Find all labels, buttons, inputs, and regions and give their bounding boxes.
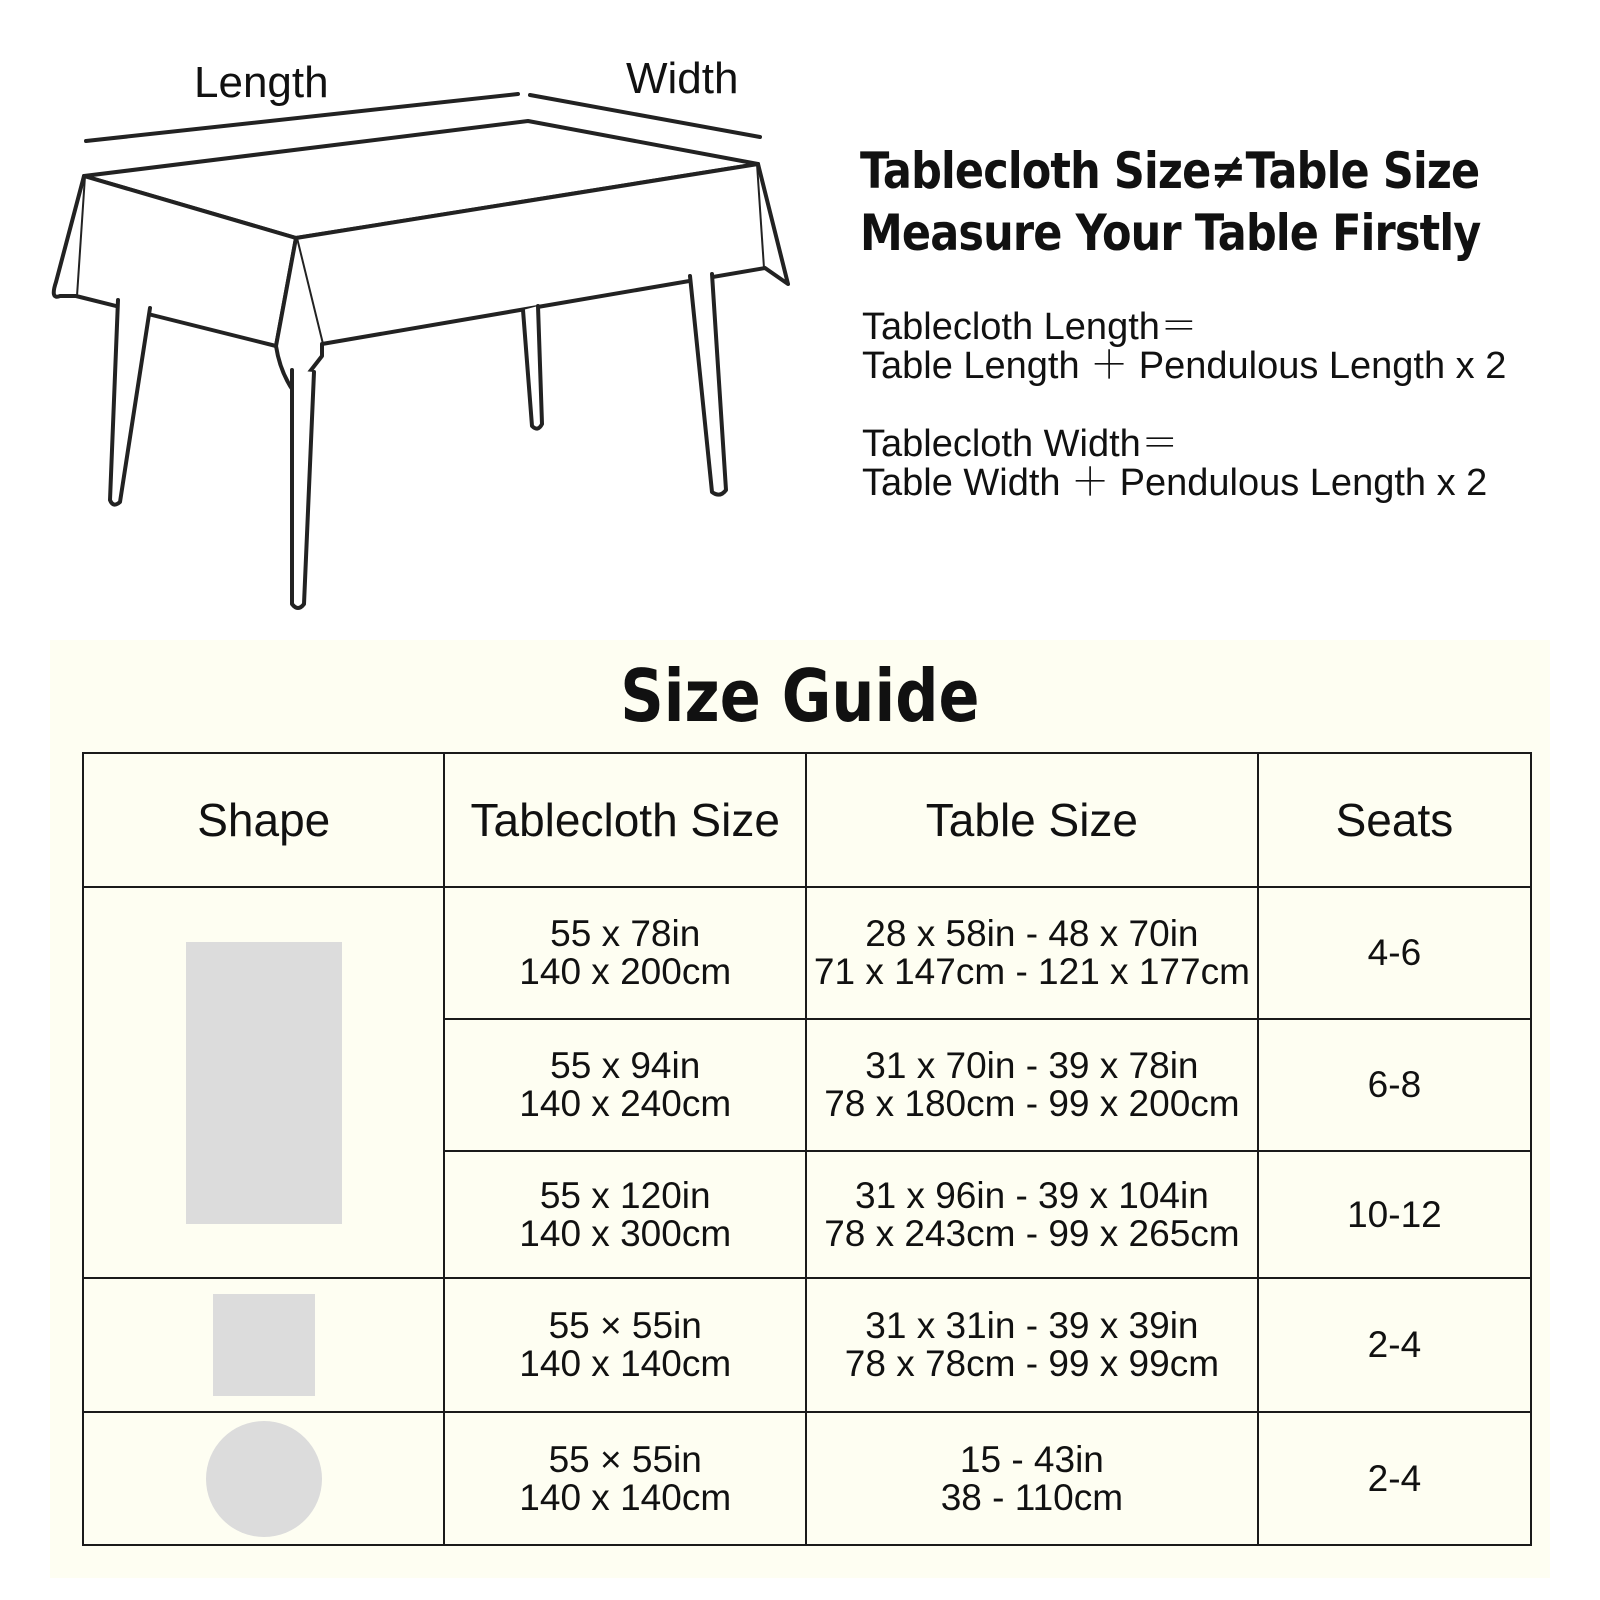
seats-cell: 2-4 (1258, 1278, 1531, 1412)
header-table-size: Table Size (806, 753, 1258, 887)
header-tablecloth-size: Tablecloth Size (444, 753, 805, 887)
rectangle-icon (186, 942, 342, 1224)
seats-cell: 2-4 (1258, 1412, 1531, 1545)
seats-cell: 10-12 (1258, 1151, 1531, 1278)
width-formula (862, 425, 1487, 503)
seats-cell: 6-8 (1258, 1019, 1531, 1151)
shape-cell-square (83, 1278, 444, 1412)
tablecloth-size-cell: 55 x 78in 140 x 200cm (444, 887, 805, 1019)
width-formula-line-2: Table Width ＋ Pendulous Length x 2 (862, 462, 1488, 504)
table-row (83, 1278, 1531, 1412)
headline-block (860, 140, 1580, 264)
table-leg (523, 306, 542, 429)
width-label: Width (626, 54, 739, 103)
table-size-cell: 31 x 31in - 39 x 39in 78 x 78cm - 99 x 99cm (806, 1278, 1258, 1412)
header-seats: Seats (1258, 753, 1531, 887)
table-leg (690, 274, 726, 495)
tablecloth-size-cell: 55 × 55in 140 x 140cm (444, 1412, 805, 1545)
table-row (83, 1412, 1531, 1545)
headline-line-1: Tablecloth Size≠Table Size (860, 142, 1480, 200)
square-icon (213, 1294, 315, 1396)
length-formula (862, 308, 1506, 386)
tablecloth-size-cell: 55 x 120in 140 x 300cm (444, 1151, 805, 1278)
width-formula-line-1: Tablecloth Width＝ (862, 423, 1179, 465)
header-shape: Shape (83, 753, 444, 887)
table-size-cell: 31 x 70in - 39 x 78in 78 x 180cm - 99 x 200cm (806, 1019, 1258, 1151)
shape-cell-rectangle (83, 887, 444, 1278)
seats-cell: 4-6 (1258, 887, 1531, 1019)
table-header-row (83, 753, 1531, 887)
tablecloth-size-cell: 55 × 55in 140 x 140cm (444, 1278, 805, 1412)
round-icon (206, 1421, 322, 1537)
table-size-cell: 28 x 58in - 48 x 70in 71 x 147cm - 121 x 177cm (806, 887, 1258, 1019)
size-guide-title: Size Guide (620, 654, 980, 738)
table-row (83, 887, 1531, 1019)
table-leg (110, 300, 150, 505)
headline-line-2: Measure Your Table Firstly (860, 204, 1481, 262)
shape-cell-round (83, 1412, 444, 1545)
size-guide-table (82, 752, 1532, 1546)
length-label: Length (194, 58, 329, 107)
table-leg (292, 370, 314, 608)
length-formula-line-1: Tablecloth Length＝ (862, 306, 1198, 348)
table-size-cell: 31 x 96in - 39 x 104in 78 x 243cm - 99 x 265cm (806, 1151, 1258, 1278)
table-size-cell: 15 - 43in 38 - 110cm (806, 1412, 1258, 1545)
length-formula-line-2: Table Length ＋ Pendulous Length x 2 (862, 345, 1507, 387)
tablecloth-size-cell: 55 x 94in 140 x 240cm (444, 1019, 805, 1151)
